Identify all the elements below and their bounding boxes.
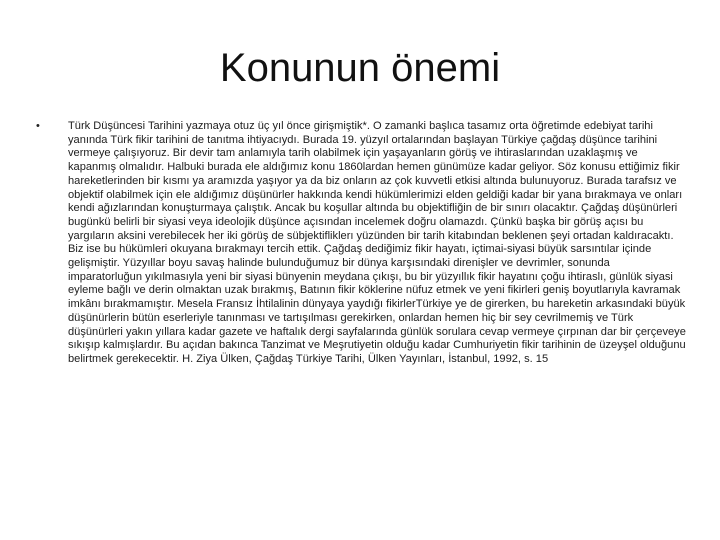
bullet-item [36,120,686,367]
bullet-marker: • [36,120,40,132]
bullet-text: Türk Düşüncesi Tarihini yazmaya otuz üç yıl önce girişmiştik*. O zamanki başlıca tasamız orta öğretimde edebiyat tarihi yanında Türk fikir tarihini de tanıtma ihtiyacıydı. Burada 19. yüzyıl ortalarından başlayan Türkiye çağdaş düşünce tarihini vermeye çalışıyoruz. Bir devir tam anlamıyla tarih olabilmek için yaşayanların görüş ve ihtiraslarından uzaklaşmış ve kapanmış olmalıdır. Halbuki burada ele aldığımız konu 1860lardan hemen günümüze kadar geliyor. Söz konusu ettiğimiz fikir hareketlerinden bir kısmı ya aramızda yaşıyor ya da biz onların az çok kuvvetli etkisi altında bulunuyoruz. Burada tarafsız ve objektif olabilmek için ele aldığımız düşünürler hakkında kendi hükümlerimizi elden geldiği kadar bir yana bırakmaya ve onları kendi ağızlarından konuşturmaya çalıştık. Ancak bu koşullar altında bu objektifliğin de bir sınırı olacaktır. Çağdaş düşünürleri bugünkü belirli bir siyasi veya ideolojik düşünce açısından incelemek doğru olamazdı. Çünkü başka bir görüş açısı bu yargıların aksini verebilecek her iki görüş de sübjektifliklerı yüzünden bir tarih kitabından beklenen şeyi ortadan kaldıracaktı. Biz ise bu hükümleri okuyana bırakmayı tercih ettik. Çağdaş dediğimiz fikir hayatı, içtimai-siyasi büyük sarsıntılar içinde gelişmiştir. Yüzyıllar boyu savaş halinde bulunduğumuz bir dünya karşısındaki direnişler ve devrimler, sonunda imparatorluğun yıkılmasıyla yeni bir siyasi bünyenin meydana çıkışı, bu bir yüzyıllık fikir hayatını çoğu ihtiraslı, günlük siyasi eyleme bağlı ve derin olmaktan uzak bırakmış, Batının fikir köklerine nüfuz etmek ve yeni fikirleri geniş boyutlarıyla kavramak imkânı bırakmamıştır. Mesela Fransız İhtilalinin dünyaya yaydığı fikirlerTürkiye ye de girerken, bu hareketin arkasındaki büyük düşünürlerin bütün eserleriyle tanınması ve tartışılması gerekirken, onlardan hemen hiç bir sey cevrilmemiş ve Türk düşünürleri yakın yıllara kadar gazete ve haftalık dergi sayfalarında günlük sorulara cevap vermeye çırpınan dar bir çerçeveye sıkışıp kalmışlardır. Bu açıdan bakınca Tanzimat ve Meşrutiyetin olduğu kadar Cumhuriyetin fikir tarihinin de üzeyşel olduğunu belirtmek gerekecektir. H. Ziya Ülken, Çağdaş Türkiye Tarihi, Ülken Yayınları, İstanbul, 1992, s. 15 [68,120,686,365]
slide-title: Konunun önemi [219,46,501,90]
slide-body [36,120,686,367]
